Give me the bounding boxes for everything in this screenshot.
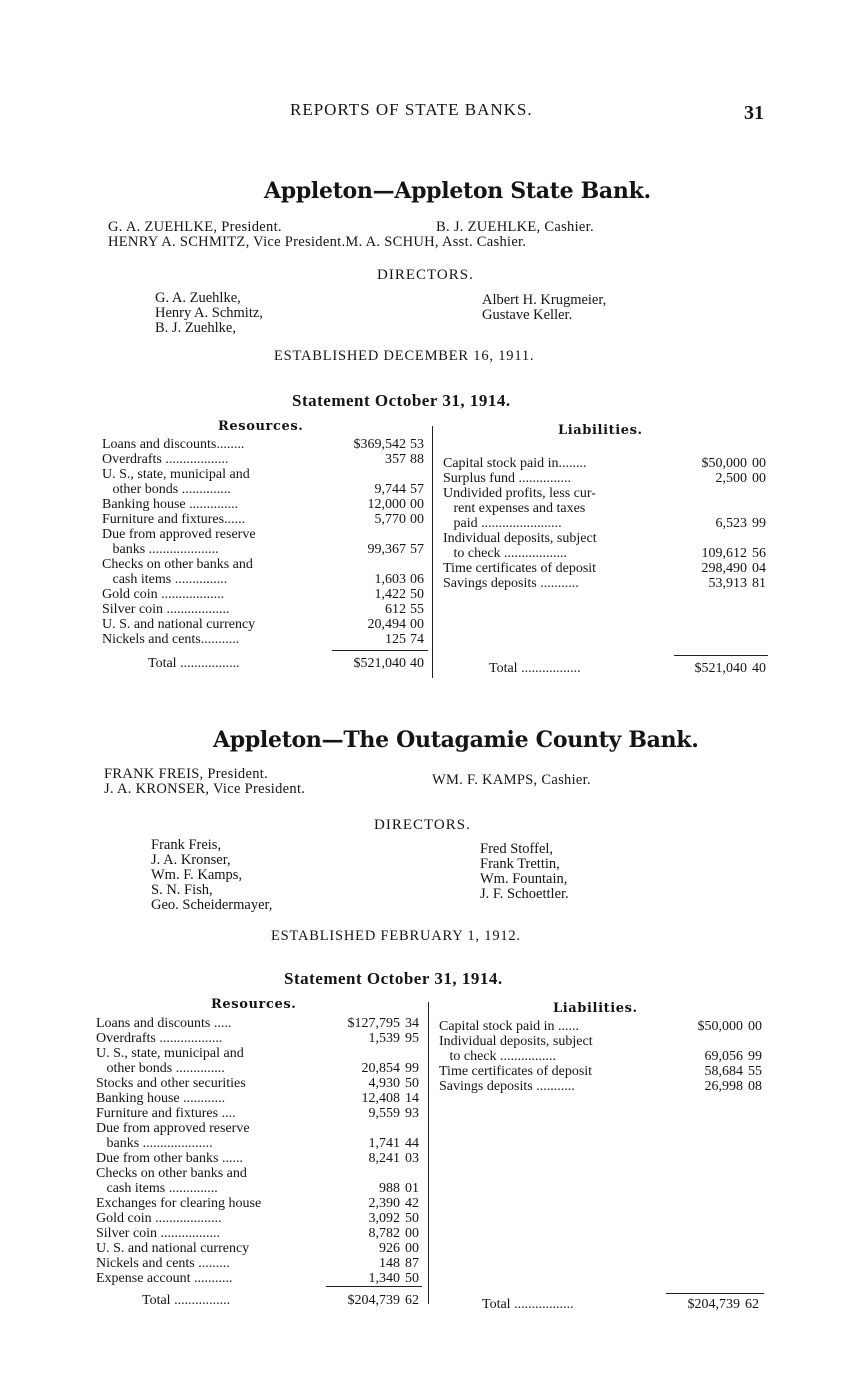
line-item-cents: 99 bbox=[752, 516, 766, 531]
bank1-directors-heading: DIRECTORS. bbox=[377, 267, 474, 283]
liability-row bbox=[443, 471, 773, 486]
bank1-title: Appleton—Appleton State Bank. bbox=[264, 178, 651, 204]
line-item-cents: 56 bbox=[752, 546, 766, 561]
line-item-dollars: $521,040 bbox=[694, 661, 747, 676]
liability-row bbox=[443, 486, 773, 501]
director-name: Frank Freis, bbox=[151, 837, 222, 853]
resource-row bbox=[102, 587, 432, 602]
line-item-dollars: 612 bbox=[385, 602, 406, 617]
bank2-directors-right bbox=[480, 842, 569, 902]
line-item-label: Due from other banks ...... bbox=[96, 1151, 243, 1166]
bank2-directors-left bbox=[151, 838, 272, 913]
director-name: Gustave Keller. bbox=[482, 307, 573, 323]
line-item-label: Capital stock paid in........ bbox=[443, 456, 587, 471]
bank2-statement-heading: Statement October 31, 1914. bbox=[284, 969, 503, 988]
director-name: J. A. Kronser, bbox=[151, 852, 231, 868]
line-item-cents: 06 bbox=[410, 572, 424, 587]
line-item-dollars: $204,739 bbox=[687, 1297, 740, 1312]
resource-row bbox=[96, 1061, 426, 1076]
bank1-resources-total bbox=[148, 656, 432, 671]
bank1-liabilities-list bbox=[443, 456, 773, 591]
resource-row bbox=[96, 1271, 426, 1286]
resource-row bbox=[96, 1241, 426, 1256]
bank1-resources-heading: Resources. bbox=[218, 419, 304, 434]
liability-row bbox=[439, 1049, 769, 1064]
resource-row bbox=[96, 1136, 426, 1151]
line-item-dollars: 926 bbox=[379, 1241, 400, 1256]
running-head: REPORTS OF STATE BANKS. bbox=[290, 100, 533, 119]
bank2-liabilities-list bbox=[439, 1019, 769, 1094]
bank1-resources-list bbox=[102, 437, 432, 647]
line-item-label: Silver coin ................. bbox=[96, 1226, 221, 1241]
line-item-dollars: 9,559 bbox=[368, 1106, 400, 1121]
line-item-label: Loans and discounts........ bbox=[102, 437, 245, 452]
resource-row bbox=[102, 452, 432, 467]
director-name: B. J. Zuehlke, bbox=[155, 320, 236, 336]
line-item-cents: 01 bbox=[405, 1181, 419, 1196]
line-item-label: other bonds .............. bbox=[102, 482, 231, 497]
director-name: Henry A. Schmitz, bbox=[155, 305, 263, 321]
resource-row bbox=[102, 632, 432, 647]
line-item-cents: 03 bbox=[405, 1151, 419, 1166]
liability-row bbox=[443, 546, 773, 561]
line-item-label: Total ................ bbox=[142, 1293, 231, 1308]
line-item-label: Banking house ............ bbox=[96, 1091, 226, 1106]
line-item-cents: 62 bbox=[405, 1293, 419, 1308]
resource-row bbox=[96, 1031, 426, 1046]
liability-row bbox=[443, 501, 773, 516]
bank2-title: Appleton—The Outagamie County Bank. bbox=[213, 727, 699, 753]
bank1-liabilities-total bbox=[489, 661, 773, 676]
liability-row bbox=[443, 456, 773, 471]
director-name: Albert H. Krugmeier, bbox=[482, 292, 607, 308]
line-item-label: other bonds .............. bbox=[96, 1061, 225, 1076]
line-item-dollars: 988 bbox=[379, 1181, 400, 1196]
director-name: S. N. Fish, bbox=[151, 882, 213, 898]
director-name: Fred Stoffel, bbox=[480, 841, 554, 857]
line-item-cents: 00 bbox=[752, 456, 766, 471]
line-item-label: Gold coin .................. bbox=[102, 587, 225, 602]
line-item-cents: 50 bbox=[405, 1211, 419, 1226]
resource-row bbox=[102, 542, 432, 557]
bank2-liabilities-total bbox=[482, 1297, 766, 1312]
total-row bbox=[482, 1297, 766, 1312]
bank1-liabilities-heading: Liabilities. bbox=[558, 423, 643, 438]
line-item-cents: 53 bbox=[410, 437, 424, 452]
line-item-dollars: $50,000 bbox=[697, 1019, 743, 1034]
line-item-label: to check .................. bbox=[443, 546, 568, 561]
line-item-cents: 81 bbox=[752, 576, 766, 591]
line-item-label: Overdrafts .................. bbox=[102, 452, 229, 467]
bank2-resources-total-rule bbox=[326, 1286, 422, 1287]
line-item-dollars: 12,000 bbox=[367, 497, 406, 512]
line-item-cents: 04 bbox=[752, 561, 766, 576]
line-item-label: Banking house .............. bbox=[102, 497, 239, 512]
line-item-dollars: $50,000 bbox=[701, 456, 747, 471]
line-item-dollars: 12,408 bbox=[361, 1091, 400, 1106]
line-item-dollars: 20,494 bbox=[367, 617, 406, 632]
line-item-dollars: 99,367 bbox=[367, 542, 406, 557]
line-item-cents: 50 bbox=[410, 587, 424, 602]
line-item-cents: 40 bbox=[410, 656, 424, 671]
line-item-label: Gold coin ................... bbox=[96, 1211, 222, 1226]
line-item-label: Checks on other banks and bbox=[96, 1166, 247, 1181]
director-name: G. A. Zuehlke, bbox=[155, 290, 241, 306]
director-name: Geo. Scheidermayer, bbox=[151, 897, 273, 913]
line-item-label: Nickels and cents ......... bbox=[96, 1256, 230, 1271]
liability-row bbox=[443, 531, 773, 546]
line-item-label: Time certificates of deposit bbox=[443, 561, 597, 576]
liability-row bbox=[439, 1019, 769, 1034]
line-item-cents: 88 bbox=[410, 452, 424, 467]
director-name: Wm. Fountain, bbox=[480, 871, 568, 887]
bank2-officer-president: FRANK FREIS, President. bbox=[104, 766, 268, 782]
line-item-cents: 50 bbox=[405, 1271, 419, 1286]
line-item-label: Furniture and fixtures .... bbox=[96, 1106, 236, 1121]
line-item-cents: 08 bbox=[748, 1079, 762, 1094]
line-item-label: Exchanges for clearing house bbox=[96, 1196, 262, 1211]
line-item-label: Nickels and cents........... bbox=[102, 632, 240, 647]
line-item-cents: 93 bbox=[405, 1106, 419, 1121]
bank2-directors-heading: DIRECTORS. bbox=[374, 817, 471, 833]
line-item-cents: 99 bbox=[405, 1061, 419, 1076]
line-item-cents: 44 bbox=[405, 1136, 419, 1151]
line-item-label: Checks on other banks and bbox=[102, 557, 253, 572]
line-item-dollars: 69,056 bbox=[704, 1049, 743, 1064]
line-item-label: Individual deposits, subject bbox=[439, 1034, 593, 1049]
bank2-liabilities-heading: Liabilities. bbox=[553, 1001, 638, 1016]
resource-row bbox=[102, 602, 432, 617]
line-item-dollars: 26,998 bbox=[704, 1079, 743, 1094]
resource-row bbox=[102, 437, 432, 452]
resource-row bbox=[96, 1196, 426, 1211]
line-item-label: Surplus fund ............... bbox=[443, 471, 571, 486]
resource-row bbox=[96, 1211, 426, 1226]
liability-row bbox=[439, 1034, 769, 1049]
bank1-liabilities-total-rule bbox=[674, 655, 768, 656]
liability-row bbox=[443, 576, 773, 591]
line-item-cents: 00 bbox=[410, 497, 424, 512]
line-item-cents: 14 bbox=[405, 1091, 419, 1106]
bank1-statement-heading: Statement October 31, 1914. bbox=[292, 391, 511, 410]
liability-row bbox=[439, 1064, 769, 1079]
director-name: Frank Trettin, bbox=[480, 856, 560, 872]
line-item-label: Total ................. bbox=[148, 656, 240, 671]
bank2-officer-vp: J. A. KRONSER, Vice President. bbox=[104, 781, 306, 797]
line-item-dollars: 1,741 bbox=[368, 1136, 400, 1151]
line-item-cents: 00 bbox=[410, 617, 424, 632]
line-item-label: Due from approved reserve bbox=[102, 527, 256, 542]
liability-row bbox=[439, 1079, 769, 1094]
line-item-cents: 55 bbox=[748, 1064, 762, 1079]
bank2-resources-total bbox=[142, 1293, 426, 1308]
line-item-dollars: 58,684 bbox=[704, 1064, 743, 1079]
line-item-label: Savings deposits ........... bbox=[443, 576, 579, 591]
line-item-dollars: $369,542 bbox=[353, 437, 406, 452]
line-item-label: U. S., state, municipal and bbox=[96, 1046, 244, 1061]
line-item-cents: 00 bbox=[410, 512, 424, 527]
line-item-label: U. S., state, municipal and bbox=[102, 467, 250, 482]
line-item-label: rent expenses and taxes bbox=[443, 501, 586, 516]
line-item-cents: 74 bbox=[410, 632, 424, 647]
resource-row bbox=[96, 1106, 426, 1121]
total-row bbox=[148, 656, 432, 671]
resource-row bbox=[102, 497, 432, 512]
line-item-dollars: 1,603 bbox=[374, 572, 406, 587]
bank2-liabilities-total-rule bbox=[666, 1293, 764, 1294]
resource-row bbox=[96, 1181, 426, 1196]
bank2-officer-cashier: WM. F. KAMPS, Cashier. bbox=[432, 772, 591, 788]
bank2-resources-heading: Resources. bbox=[211, 997, 297, 1012]
line-item-cents: 00 bbox=[405, 1226, 419, 1241]
line-item-cents: 50 bbox=[405, 1076, 419, 1091]
bank1-officer-vp-asst: HENRY A. SCHMITZ, Vice President.M. A. SCHUH, Asst. Cashier. bbox=[108, 234, 527, 250]
line-item-cents: 34 bbox=[405, 1016, 419, 1031]
resource-row bbox=[102, 482, 432, 497]
line-item-dollars: 125 bbox=[385, 632, 406, 647]
line-item-dollars: 8,782 bbox=[368, 1226, 400, 1241]
bank1-resources-total-rule bbox=[332, 650, 428, 651]
resource-row bbox=[102, 557, 432, 572]
resource-row bbox=[102, 512, 432, 527]
line-item-label: U. S. and national currency bbox=[96, 1241, 250, 1256]
resource-row bbox=[102, 617, 432, 632]
line-item-dollars: 6,523 bbox=[715, 516, 747, 531]
line-item-dollars: $127,795 bbox=[347, 1016, 400, 1031]
line-item-dollars: 9,744 bbox=[374, 482, 406, 497]
page-number: 31 bbox=[744, 102, 764, 124]
line-item-dollars: 2,500 bbox=[715, 471, 747, 486]
line-item-label: banks .................... bbox=[102, 542, 219, 557]
line-item-label: Time certificates of deposit bbox=[439, 1064, 593, 1079]
line-item-dollars: 53,913 bbox=[708, 576, 747, 591]
line-item-dollars: 298,490 bbox=[701, 561, 747, 576]
bank1-established: ESTABLISHED DECEMBER 16, 1911. bbox=[274, 348, 535, 364]
line-item-dollars: 1,422 bbox=[374, 587, 406, 602]
line-item-label: Total ................. bbox=[482, 1297, 574, 1312]
line-item-label: Individual deposits, subject bbox=[443, 531, 597, 546]
line-item-label: Total ................. bbox=[489, 661, 581, 676]
resource-row bbox=[96, 1121, 426, 1136]
line-item-dollars: 357 bbox=[385, 452, 406, 467]
line-item-label: Silver coin .................. bbox=[102, 602, 230, 617]
total-row bbox=[142, 1293, 426, 1308]
line-item-label: Furniture and fixtures...... bbox=[102, 512, 246, 527]
line-item-label: cash items ............... bbox=[102, 572, 228, 587]
line-item-dollars: 1,539 bbox=[368, 1031, 400, 1046]
line-item-label: Due from approved reserve bbox=[96, 1121, 250, 1136]
bank1-column-divider bbox=[432, 426, 433, 678]
line-item-dollars: $204,739 bbox=[347, 1293, 400, 1308]
bank1-directors-right bbox=[482, 293, 606, 323]
line-item-dollars: 109,612 bbox=[701, 546, 747, 561]
line-item-cents: 99 bbox=[748, 1049, 762, 1064]
line-item-label: Undivided profits, less cur- bbox=[443, 486, 596, 501]
resource-row bbox=[96, 1166, 426, 1181]
resource-row bbox=[96, 1076, 426, 1091]
director-name: J. F. Schoettler. bbox=[480, 886, 569, 902]
line-item-cents: 57 bbox=[410, 542, 424, 557]
line-item-dollars: 4,930 bbox=[368, 1076, 400, 1091]
line-item-label: Capital stock paid in ...... bbox=[439, 1019, 579, 1034]
line-item-cents: 62 bbox=[745, 1297, 759, 1312]
line-item-label: banks .................... bbox=[96, 1136, 213, 1151]
line-item-label: Savings deposits ........... bbox=[439, 1079, 575, 1094]
line-item-dollars: 3,092 bbox=[368, 1211, 400, 1226]
resource-row bbox=[102, 467, 432, 482]
line-item-label: U. S. and national currency bbox=[102, 617, 256, 632]
line-item-cents: 57 bbox=[410, 482, 424, 497]
resource-row bbox=[96, 1151, 426, 1166]
line-item-cents: 55 bbox=[410, 602, 424, 617]
resource-row bbox=[102, 572, 432, 587]
director-name: Wm. F. Kamps, bbox=[151, 867, 243, 883]
line-item-dollars: 2,390 bbox=[368, 1196, 400, 1211]
line-item-dollars: 148 bbox=[379, 1256, 400, 1271]
resource-row bbox=[102, 527, 432, 542]
line-item-label: Stocks and other securities bbox=[96, 1076, 246, 1091]
line-item-label: paid ....................... bbox=[443, 516, 562, 531]
line-item-dollars: 8,241 bbox=[368, 1151, 400, 1166]
line-item-dollars: 1,340 bbox=[368, 1271, 400, 1286]
line-item-cents: 00 bbox=[752, 471, 766, 486]
line-item-dollars: 20,854 bbox=[361, 1061, 400, 1076]
resource-row bbox=[96, 1256, 426, 1271]
line-item-cents: 42 bbox=[405, 1196, 419, 1211]
line-item-cents: 95 bbox=[405, 1031, 419, 1046]
bank1-officer-cashier: B. J. ZUEHLKE, Cashier. bbox=[436, 219, 594, 235]
line-item-dollars: 5,770 bbox=[374, 512, 406, 527]
line-item-label: Loans and discounts ..... bbox=[96, 1016, 232, 1031]
line-item-label: Expense account ........... bbox=[96, 1271, 233, 1286]
line-item-cents: 87 bbox=[405, 1256, 419, 1271]
bank1-directors-left bbox=[155, 291, 263, 336]
bank2-established: ESTABLISHED FEBRUARY 1, 1912. bbox=[271, 928, 521, 944]
line-item-cents: 00 bbox=[405, 1241, 419, 1256]
resource-row bbox=[96, 1046, 426, 1061]
liability-row bbox=[443, 561, 773, 576]
liability-row bbox=[443, 516, 773, 531]
line-item-label: Overdrafts .................. bbox=[96, 1031, 223, 1046]
line-item-dollars: $521,040 bbox=[353, 656, 406, 671]
bank1-officer-president: G. A. ZUEHLKE, President. bbox=[108, 219, 282, 235]
line-item-label: to check ................ bbox=[439, 1049, 557, 1064]
line-item-label: cash items .............. bbox=[96, 1181, 218, 1196]
resource-row bbox=[96, 1016, 426, 1031]
resource-row bbox=[96, 1091, 426, 1106]
bank2-resources-list bbox=[96, 1016, 426, 1286]
resource-row bbox=[96, 1226, 426, 1241]
bank2-column-divider bbox=[428, 1002, 429, 1304]
line-item-cents: 00 bbox=[748, 1019, 762, 1034]
line-item-cents: 40 bbox=[752, 661, 766, 676]
total-row bbox=[489, 661, 773, 676]
